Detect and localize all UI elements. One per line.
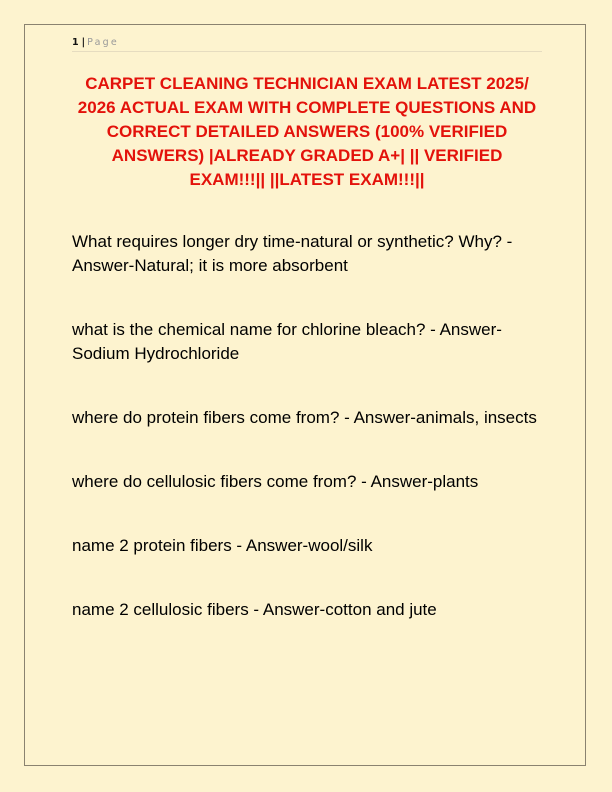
qa-list [72,230,542,662]
qa-item: where do cellulosic fibers come from? - Answer-plants [72,472,479,491]
qa-item: what is the chemical name for chlorine bleach? - Answer-Sodium Hydrochloride [72,320,502,363]
qa-item: What requires longer dry time-natural or synthetic? Why? - Answer-Natural; it is more absorbent [72,232,513,275]
qa-item: name 2 cellulosic fibers - Answer-cotton and jute [72,600,437,619]
qa-item: where do protein fibers come from? - Answer-animals, insects [72,408,537,427]
page-header [72,36,542,52]
page-number: 1 [72,37,79,48]
page-separator: | [81,37,86,48]
qa-item: name 2 protein fibers - Answer-wool/silk [72,536,373,555]
page-label: Page [87,37,119,48]
document-title: CARPET CLEANING TECHNICIAN EXAM LATEST 2025/ 2026 ACTUAL EXAM WITH COMPLETE QUESTIONS AND CORRECT DETAILED ANSWERS (100% VERIFIED ANSWERS) |ALREADY GRADED A+| || VERIFIED EXAM!!!|| ||LATEST EXAM!!!|| [77,74,537,189]
